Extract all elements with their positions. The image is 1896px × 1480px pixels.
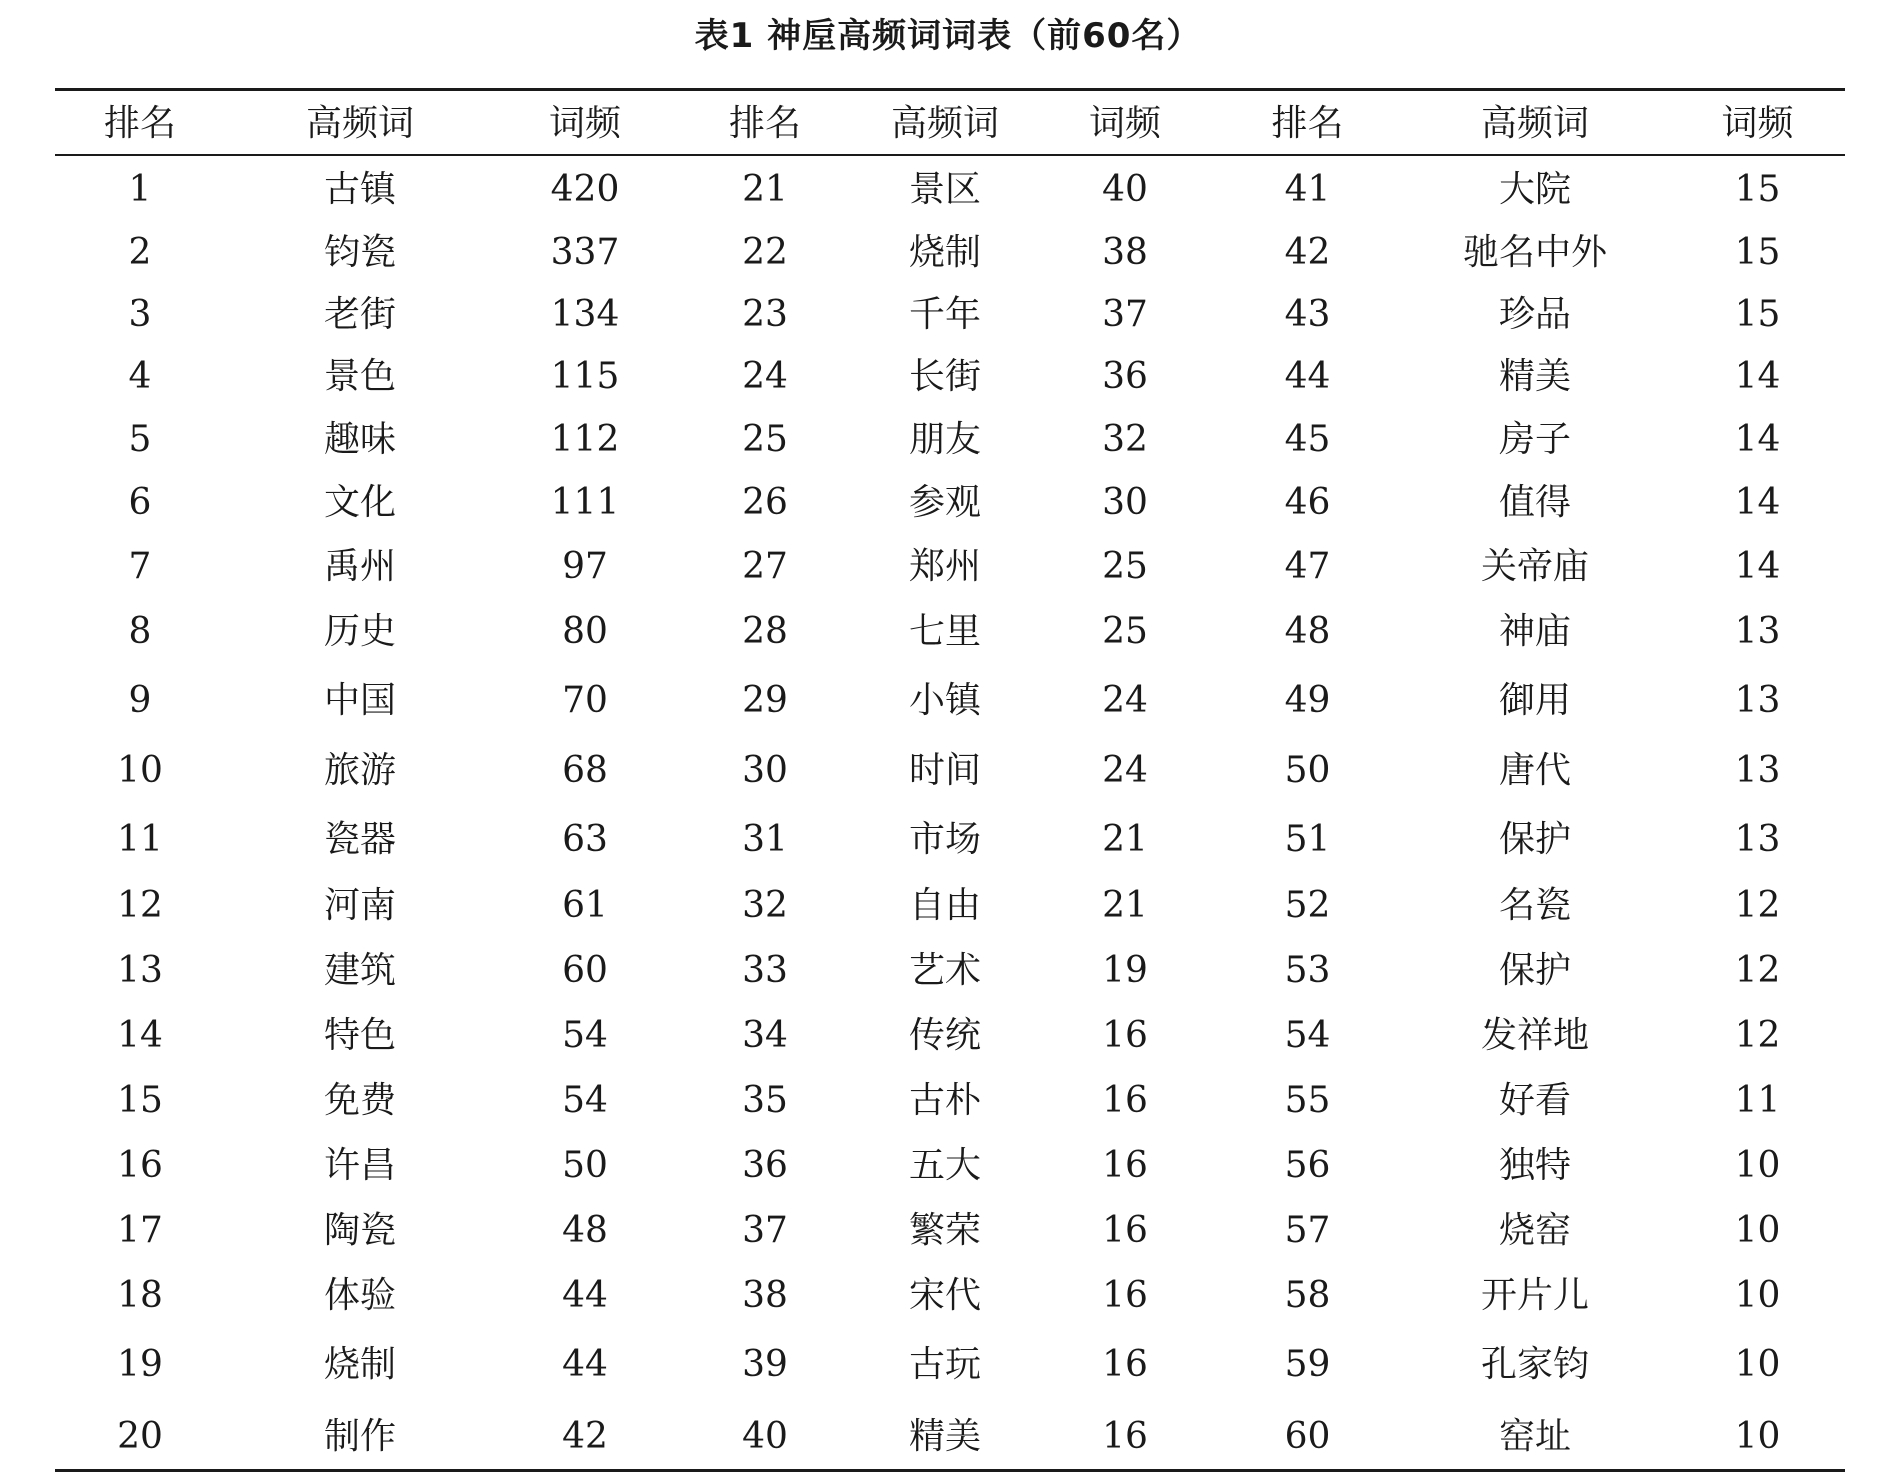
table-cell: 50 [562,1145,608,1186]
table-cell: 48 [562,1210,608,1251]
table-cell: 七里 [908,611,981,652]
table-cell: 古朴 [908,1080,981,1121]
table-cell: 景色 [323,356,396,397]
table-cell: 古玩 [908,1344,981,1385]
table-cell: 郑州 [908,546,981,587]
table-cell: 16 [1102,1344,1148,1385]
table-cell: 许昌 [323,1145,396,1186]
table-cell: 111 [550,482,620,523]
table-cell: 44 [562,1275,608,1316]
header-cell: 排名 [103,103,176,144]
table-cell: 55 [1284,1080,1331,1121]
table-cell: 42 [562,1416,608,1457]
table-row [55,170,1845,210]
table-cell: 五大 [908,1145,981,1186]
table-cell: 18 [117,1275,163,1316]
table-cell: 特色 [323,1015,396,1056]
table-cell: 38 [1102,232,1148,273]
table-cell: 24 [1102,680,1148,721]
table-cell: 12 [117,885,163,926]
table-cell: 52 [1284,885,1331,926]
table-cell: 33 [742,950,788,991]
table-cell: 44 [562,1344,608,1385]
table-cell: 驰名中外 [1462,232,1607,273]
table-cell: 57 [1284,1210,1331,1251]
table-cell: 54 [1284,1015,1331,1056]
table-cell: 37 [742,1210,788,1251]
table-row [55,1345,1845,1385]
table-cell: 陶瓷 [323,1210,396,1251]
header-cell: 排名 [1271,103,1344,144]
table-cell: 房子 [1498,419,1571,460]
table-cell: 制作 [323,1416,396,1457]
table-cell: 15 [1734,294,1781,335]
table-row [55,751,1845,791]
table-header-row [55,104,1845,144]
header-cell: 高频词 [890,103,999,144]
table-cell: 34 [742,1015,788,1056]
table-cell: 14 [117,1015,163,1056]
table-cell: 14 [1734,546,1781,587]
table-row [55,951,1845,991]
table-cell: 关帝庙 [1480,546,1589,587]
table-cell: 16 [1102,1080,1148,1121]
table-cell: 15 [1734,169,1781,210]
table-cell: 传统 [908,1015,981,1056]
table-row [55,420,1845,460]
table-cell: 10 [1734,1210,1781,1251]
table-cell: 45 [1284,419,1331,460]
table-cell: 25 [1102,611,1148,652]
table-cell: 39 [742,1344,788,1385]
table-cell: 10 [1734,1344,1781,1385]
table-cell: 31 [742,819,788,860]
table-cell: 27 [742,546,788,587]
table-row [55,1016,1845,1056]
header-cell: 词频 [548,103,621,144]
table-cell: 56 [1284,1145,1331,1186]
table-cell: 窑址 [1498,1416,1571,1457]
table-cell: 28 [742,611,788,652]
table-cell: 80 [562,611,608,652]
table-cell: 11 [117,819,163,860]
table-cell: 中国 [323,680,396,721]
table-cell: 朋友 [908,419,981,460]
table-row [55,1211,1845,1251]
table-cell: 10 [1734,1275,1781,1316]
table-cell: 历史 [323,611,396,652]
table-cell: 10 [117,750,163,791]
table-cell: 趣味 [323,419,396,460]
table-cell: 24 [1102,750,1148,791]
table-row [55,233,1845,273]
table-cell: 瓷器 [323,819,396,860]
table-cell: 22 [742,232,788,273]
table-cell: 23 [742,294,788,335]
table-cell: 神庙 [1498,611,1571,652]
table-cell: 17 [117,1210,163,1251]
table-cell: 25 [742,419,788,460]
table-bottom-rule [55,1469,1845,1472]
header-cell: 词频 [1721,103,1794,144]
table-cell: 御用 [1498,680,1571,721]
table-cell: 时间 [908,750,981,791]
table-cell: 禹州 [323,546,396,587]
table-cell: 30 [742,750,788,791]
table-cell: 15 [117,1080,163,1121]
table-cell: 19 [117,1344,163,1385]
header-cell: 高频词 [1480,103,1589,144]
table-cell: 30 [1102,482,1148,523]
table-cell: 337 [550,232,620,273]
table-cell: 50 [1284,750,1331,791]
table-cell: 7 [128,546,152,587]
table-cell: 16 [1102,1210,1148,1251]
table-row [55,820,1845,860]
table-cell: 精美 [1498,356,1571,397]
table-cell: 41 [1284,169,1331,210]
table-cell: 16 [1102,1145,1148,1186]
table-cell: 14 [1734,356,1781,397]
table-cell: 12 [1734,950,1781,991]
table-cell: 68 [562,750,608,791]
table-cell: 免费 [323,1080,396,1121]
table-cell: 市场 [908,819,981,860]
table-cell: 自由 [908,885,981,926]
table-cell: 体验 [323,1275,396,1316]
table-cell: 繁荣 [908,1210,981,1251]
table-cell: 70 [562,680,608,721]
table-cell: 古镇 [323,169,396,210]
table-cell: 孔家钧 [1480,1344,1589,1385]
table-cell: 49 [1284,680,1331,721]
table-cell: 14 [1734,419,1781,460]
table-row [55,1081,1845,1121]
table-cell: 13 [1734,819,1781,860]
table-cell: 旅游 [323,750,396,791]
table-cell: 36 [742,1145,788,1186]
table-cell: 烧制 [908,232,981,273]
table-cell: 建筑 [323,950,396,991]
table-cell: 珍品 [1498,294,1571,335]
table-row [55,1276,1845,1316]
table-cell: 12 [1734,1015,1781,1056]
table-row [55,357,1845,397]
table-cell: 2 [128,232,152,273]
table-cell: 54 [562,1015,608,1056]
table-cell: 景区 [908,169,981,210]
table-cell: 大院 [1498,169,1571,210]
table-cell: 10 [1734,1416,1781,1457]
table-cell: 13 [1734,750,1781,791]
table-cell: 115 [550,356,620,397]
table-cell: 老街 [323,294,396,335]
table-row [55,1146,1845,1186]
table-header-rule [55,154,1845,156]
table-cell: 河南 [323,885,396,926]
table-cell: 1 [128,169,152,210]
table-cell: 小镇 [908,680,981,721]
table-cell: 艺术 [908,950,981,991]
table-cell: 13 [117,950,163,991]
table-cell: 13 [1734,611,1781,652]
table-cell: 名瓷 [1498,885,1571,926]
table-cell: 保护 [1498,819,1571,860]
table-cell: 发祥地 [1480,1015,1589,1056]
table-row [55,681,1845,721]
table-cell: 26 [742,482,788,523]
table-cell: 35 [742,1080,788,1121]
table-cell: 15 [1734,232,1781,273]
table-row [55,1417,1845,1457]
table-cell: 43 [1284,294,1331,335]
table-row [55,483,1845,523]
table-cell: 精美 [908,1416,981,1457]
table-cell: 40 [742,1416,788,1457]
table-cell: 4 [128,356,152,397]
table-cell: 10 [1734,1145,1781,1186]
table-top-rule [55,88,1845,91]
header-cell: 词频 [1088,103,1161,144]
table-cell: 6 [128,482,152,523]
table-cell: 37 [1102,294,1148,335]
table-cell: 24 [742,356,788,397]
table-row [55,295,1845,335]
table-cell: 12 [1734,885,1781,926]
table-cell: 38 [742,1275,788,1316]
table-cell: 16 [1102,1416,1148,1457]
table-cell: 千年 [908,294,981,335]
table-cell: 134 [550,294,620,335]
table-cell: 3 [128,294,152,335]
table-cell: 11 [1734,1080,1781,1121]
table-cell: 20 [117,1416,163,1457]
table-cell: 16 [1102,1015,1148,1056]
table-cell: 44 [1284,356,1331,397]
table-cell: 13 [1734,680,1781,721]
table-cell: 值得 [1498,482,1571,523]
header-cell: 排名 [728,103,801,144]
table-cell: 25 [1102,546,1148,587]
table-cell: 60 [1284,1416,1331,1457]
table-row [55,612,1845,652]
table-cell: 21 [742,169,788,210]
table-cell: 54 [562,1080,608,1121]
table-cell: 32 [1102,419,1148,460]
table-cell: 烧制 [323,1344,396,1385]
table-cell: 19 [1102,950,1148,991]
table-cell: 保护 [1498,950,1571,991]
table-cell: 32 [742,885,788,926]
table-cell: 61 [562,885,608,926]
table-cell: 53 [1284,950,1331,991]
table-cell: 5 [128,419,152,460]
table-cell: 42 [1284,232,1331,273]
table-cell: 16 [117,1145,163,1186]
table-cell: 47 [1284,546,1331,587]
table-cell: 参观 [908,482,981,523]
table-cell: 48 [1284,611,1331,652]
table-cell: 好看 [1498,1080,1571,1121]
table-cell: 长街 [908,356,981,397]
table-cell: 16 [1102,1275,1148,1316]
table-cell: 46 [1284,482,1331,523]
table-cell: 8 [128,611,152,652]
table-cell: 40 [1102,169,1148,210]
table-cell: 36 [1102,356,1148,397]
table-cell: 29 [742,680,788,721]
table-cell: 58 [1284,1275,1331,1316]
table-cell: 独特 [1498,1145,1571,1186]
table-cell: 开片儿 [1480,1275,1589,1316]
table-cell: 烧窑 [1498,1210,1571,1251]
table-cell: 51 [1284,819,1331,860]
header-cell: 高频词 [305,103,414,144]
table-cell: 60 [562,950,608,991]
table-cell: 420 [550,169,620,210]
table-caption: 表1 神垕高频词词表（前60名） [694,16,1202,56]
table-cell: 宋代 [908,1275,981,1316]
table-cell: 112 [550,419,620,460]
table-cell: 9 [128,680,152,721]
table-cell: 钧瓷 [323,232,396,273]
table-cell: 97 [562,546,608,587]
table-cell: 14 [1734,482,1781,523]
table-cell: 21 [1102,819,1148,860]
table-row [55,547,1845,587]
table-cell: 唐代 [1498,750,1571,791]
table-cell: 文化 [323,482,396,523]
table-cell: 21 [1102,885,1148,926]
table-row [55,886,1845,926]
table-cell: 59 [1284,1344,1331,1385]
table-cell: 63 [562,819,608,860]
